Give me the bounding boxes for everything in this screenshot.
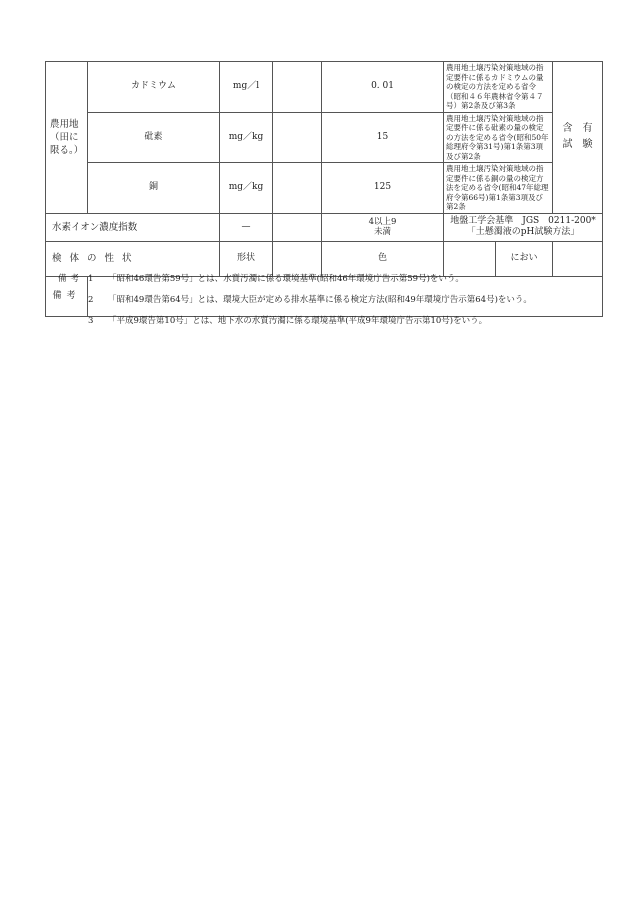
odor-label: におい (496, 241, 553, 276)
law-copper: 農用地土壌汚染対策地域の指定要件に係る銅の量の検定方法を定める省令(昭和47年総理府令第66号)第1条第3項及び第2条 (444, 163, 553, 214)
ph-value-line-1: 4以上9 (368, 217, 397, 227)
method-line-1: 含 有 (562, 123, 593, 135)
color-value (444, 241, 496, 276)
ph-label: 水素イオン濃度指数 (46, 213, 220, 241)
note-number: 3 (88, 316, 94, 326)
farmland-category-line-2: （田に (50, 131, 79, 143)
method-content-test (553, 62, 603, 214)
table-row-cadmium (46, 62, 603, 113)
table-row-copper (46, 163, 603, 214)
ph-method: 地盤工学会基準 JGS 0211-200*「土懸濁液のpH試験方法」 (444, 213, 603, 241)
substance-copper: 銅 (88, 163, 220, 214)
note-number: 1 (88, 274, 94, 284)
note-item-3 (58, 315, 618, 336)
shape-value (273, 241, 322, 276)
notes-section (58, 273, 618, 336)
note-number: 2 (88, 295, 94, 305)
empty-cell (273, 112, 322, 163)
odor-value (553, 241, 603, 276)
unit-cadmium: mg／l (220, 62, 273, 113)
farmland-category-line-1: 農用地 (50, 118, 79, 130)
table-row-properties (46, 241, 603, 276)
note-item-1 (58, 273, 618, 294)
table-row-ph (46, 213, 603, 241)
substance-cadmium: カドミウム (88, 62, 220, 113)
remarks-label: 備考 (46, 276, 88, 316)
substance-arsenic: 砒素 (88, 112, 220, 163)
properties-label: 検体の性状 (46, 241, 220, 276)
method-line-2: 試 験 (562, 139, 593, 151)
law-cadmium: 農用地土壌汚染対策地域の指定要件に係るカドミウムの量の検定の方法を定める省令（昭和４６年農林省令第４７号）第2条及び第3条 (444, 62, 553, 113)
note-text: 「昭和49環告第64号」とは、環境大臣が定める排水基準に係る検定方法(昭和49年環境庁告示第64号)をいう。 (108, 295, 532, 305)
empty-cell (273, 213, 322, 241)
value-arsenic: 15 (322, 112, 444, 163)
farmland-category-cell (46, 62, 88, 214)
empty-cell (273, 163, 322, 214)
note-text: 「昭和46環告第59号」とは、水質汚濁に係る環境基準(昭和46年環境庁告示第59号)をいう。 (108, 274, 464, 284)
ph-value (322, 213, 444, 241)
farmland-category-line-3: 限る。） (50, 144, 84, 156)
value-cadmium: 0. 01 (322, 62, 444, 113)
value-copper: 125 (322, 163, 444, 214)
notes-heading: 備考 (58, 274, 84, 284)
unit-arsenic: mg／kg (220, 112, 273, 163)
unit-copper: mg／kg (220, 163, 273, 214)
note-item-2 (58, 294, 618, 315)
empty-cell (273, 62, 322, 113)
ph-unit: — (220, 213, 273, 241)
color-label: 色 (322, 241, 444, 276)
note-text: 「平成9環告第10号」とは、地下水の水質汚濁に係る環境基準(平成9年環境庁告示第10号)をいう。 (108, 316, 488, 326)
shape-label: 形状 (220, 241, 273, 276)
ph-value-line-2: 未満 (374, 227, 392, 237)
table-row-arsenic (46, 112, 603, 163)
law-arsenic: 農用地土壌汚染対策地域の指定要件に係る砒素の量の検定の方法を定める省令(昭和50年総理府令第31号)第1条第3項及び第2条 (444, 112, 553, 163)
